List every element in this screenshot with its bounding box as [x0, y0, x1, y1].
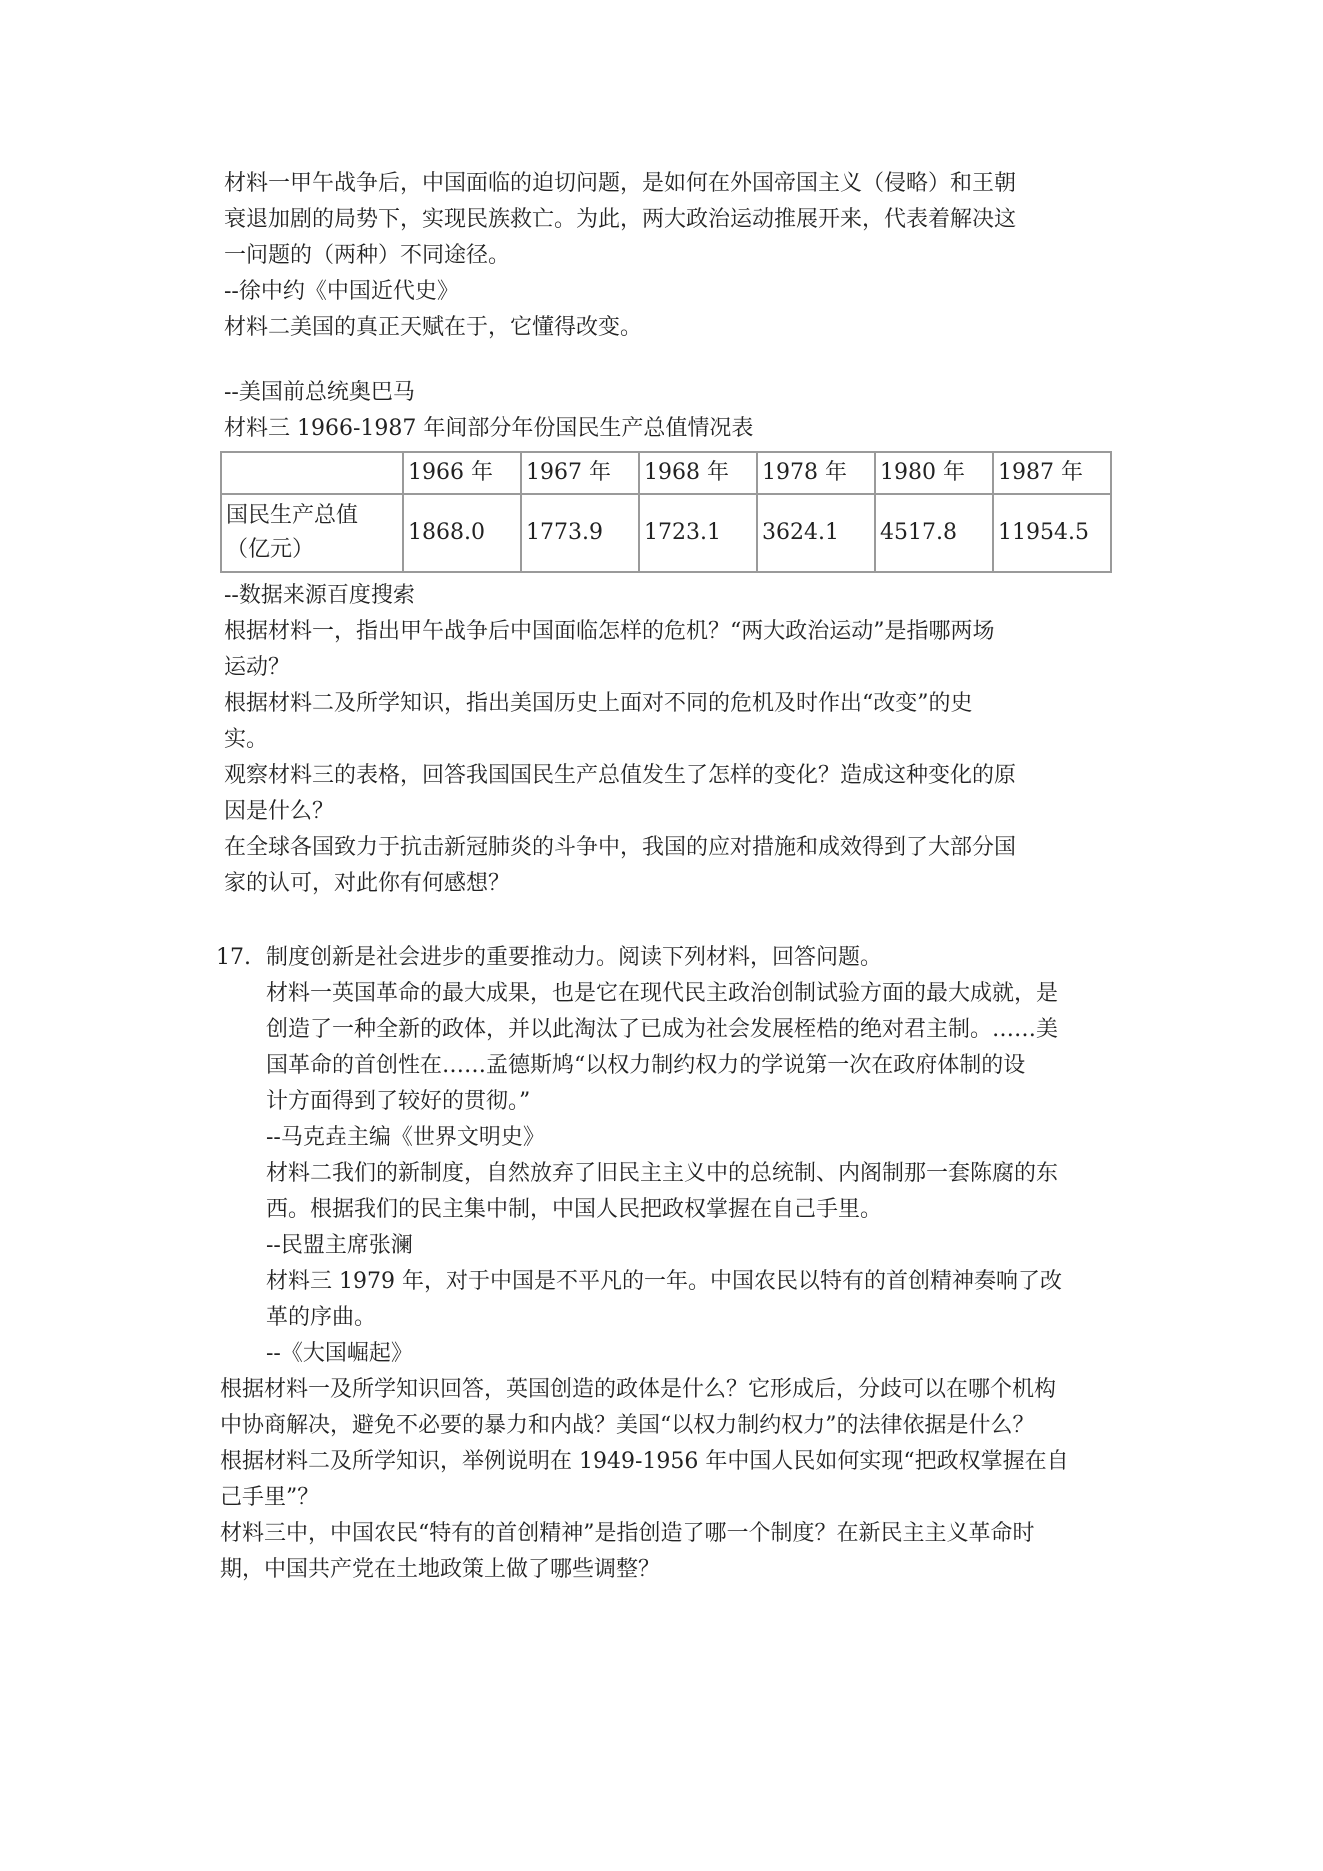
- question-number: 17.: [216, 945, 251, 970]
- q16-questions: [224, 578, 1114, 902]
- table-header-cell: [221, 452, 403, 494]
- text-line: 革的序曲。: [266, 1305, 377, 1330]
- source-line: --徐中约《中国近代史》: [224, 279, 459, 304]
- question-line: 中协商解决，避免不必要的暴力和内战？美国“以权力制约权力”的法律依据是什么？: [220, 1413, 1035, 1438]
- question-line: 因是什么？: [224, 799, 335, 824]
- question-line: 实。: [224, 727, 269, 752]
- question-line: 己手里”？: [220, 1485, 320, 1510]
- question-line: 材料三中，中国农民“特有的首创精神”是指创造了哪一个制度？在新民主主义革命时: [220, 1521, 1035, 1546]
- table-cell: 1723.1: [639, 494, 757, 572]
- question-line: 期，中国共产党在土地政策上做了哪些调整？: [220, 1557, 661, 1582]
- text-line: 一问题的（两种）不同途径。: [224, 243, 511, 268]
- q16-material1: [224, 166, 1114, 346]
- question-intro: 制度创新是社会进步的重要推动力。阅读下列材料，回答问题。: [266, 945, 883, 970]
- text-line: 衰退加剧的局势下，实现民族救亡。为此，两大政治运动推展开来，代表着解决这: [224, 207, 1017, 232]
- q17-materials: [266, 976, 1116, 1372]
- table-header-cell: 1967 年: [521, 452, 639, 494]
- text-line: 材料一英国革命的最大成果，也是它在现代民主政治创制试验方面的最大成就，是: [266, 981, 1059, 1006]
- table-cell: 1868.0: [403, 494, 521, 572]
- question-line: 运动？: [224, 655, 291, 680]
- question-line: 家的认可，对此你有何感想？: [224, 871, 511, 896]
- text-line: 国革命的首创性在……孟德斯鸠“以权力制约权力的学说第一次在政府体制的设: [266, 1053, 1026, 1078]
- source-line: --马克垚主编《世界文明史》: [266, 1125, 545, 1150]
- table-row: [221, 494, 1111, 572]
- question-line: 在全球各国致力于抗击新冠肺炎的斗争中，我国的应对措施和成效得到了大部分国: [224, 835, 1017, 860]
- table-header-cell: 1966 年: [403, 452, 521, 494]
- table-header-cell: 1987 年: [993, 452, 1111, 494]
- table-header-cell: 1968 年: [639, 452, 757, 494]
- gnp-table: [220, 451, 1112, 573]
- source-line: --《大国崛起》: [266, 1341, 413, 1366]
- table-cell: 1773.9: [521, 494, 639, 572]
- table-caption: 材料三 1966-1987 年间部分年份国民生产总值情况表: [224, 416, 754, 441]
- question-line: 根据材料二及所学知识，指出美国历史上面对不同的危机及时作出“改变”的史: [224, 691, 973, 716]
- source-line: --美国前总统奥巴马: [224, 380, 415, 405]
- text-line: 材料二美国的真正天赋在于，它懂得改变。: [224, 315, 643, 340]
- q17-intro: [266, 940, 1116, 976]
- text-line: 材料一甲午战争后，中国面临的迫切问题，是如何在外国帝国主义（侵略）和王朝: [224, 171, 1017, 196]
- text-line: 材料二我们的新制度，自然放弃了旧民主主义中的总统制、内阁制那一套陈腐的东: [266, 1161, 1059, 1186]
- table-header-cell: 1978 年: [757, 452, 875, 494]
- source-line: --民盟主席张澜: [266, 1233, 413, 1258]
- question-line: 观察材料三的表格，回答我国国民生产总值发生了怎样的变化？造成这种变化的原: [224, 763, 1017, 788]
- table-header-row: [221, 452, 1111, 494]
- q17-questions: [220, 1372, 1110, 1588]
- question-line: 根据材料二及所学知识，举例说明在 1949-1956 年中国人民如何实现“把政权掌握在自: [220, 1449, 1069, 1474]
- table-header-cell: 1980 年: [875, 452, 993, 494]
- q16-material2-source-block: [224, 375, 1114, 447]
- text-line: 西。根据我们的民主集中制，中国人民把政权掌握在自己手里。: [266, 1197, 883, 1222]
- text-line: 创造了一种全新的政体，并以此淘汰了已成为社会发展桎梏的绝对君主制。……美: [266, 1017, 1059, 1042]
- row-label-line: 国民生产总值: [226, 503, 359, 528]
- question-line: 根据材料一，指出甲午战争后中国面临怎样的危机？“两大政治运动”是指哪两场: [224, 619, 995, 644]
- table-cell: 4517.8: [875, 494, 993, 572]
- table-cell: 3624.1: [757, 494, 875, 572]
- row-label-line: （亿元）: [226, 537, 315, 562]
- text-line: 计方面得到了较好的贯彻。”: [266, 1089, 531, 1114]
- text-line: 材料三 1979 年，对于中国是不平凡的一年。中国农民以特有的首创精神奏响了改: [266, 1269, 1062, 1294]
- table-cell: 11954.5: [993, 494, 1111, 572]
- table-row-label: [221, 494, 403, 572]
- source-line: --数据来源百度搜索: [224, 583, 415, 608]
- question-line: 根据材料一及所学知识回答，英国创造的政体是什么？它形成后，分歧可以在哪个机构: [220, 1377, 1057, 1402]
